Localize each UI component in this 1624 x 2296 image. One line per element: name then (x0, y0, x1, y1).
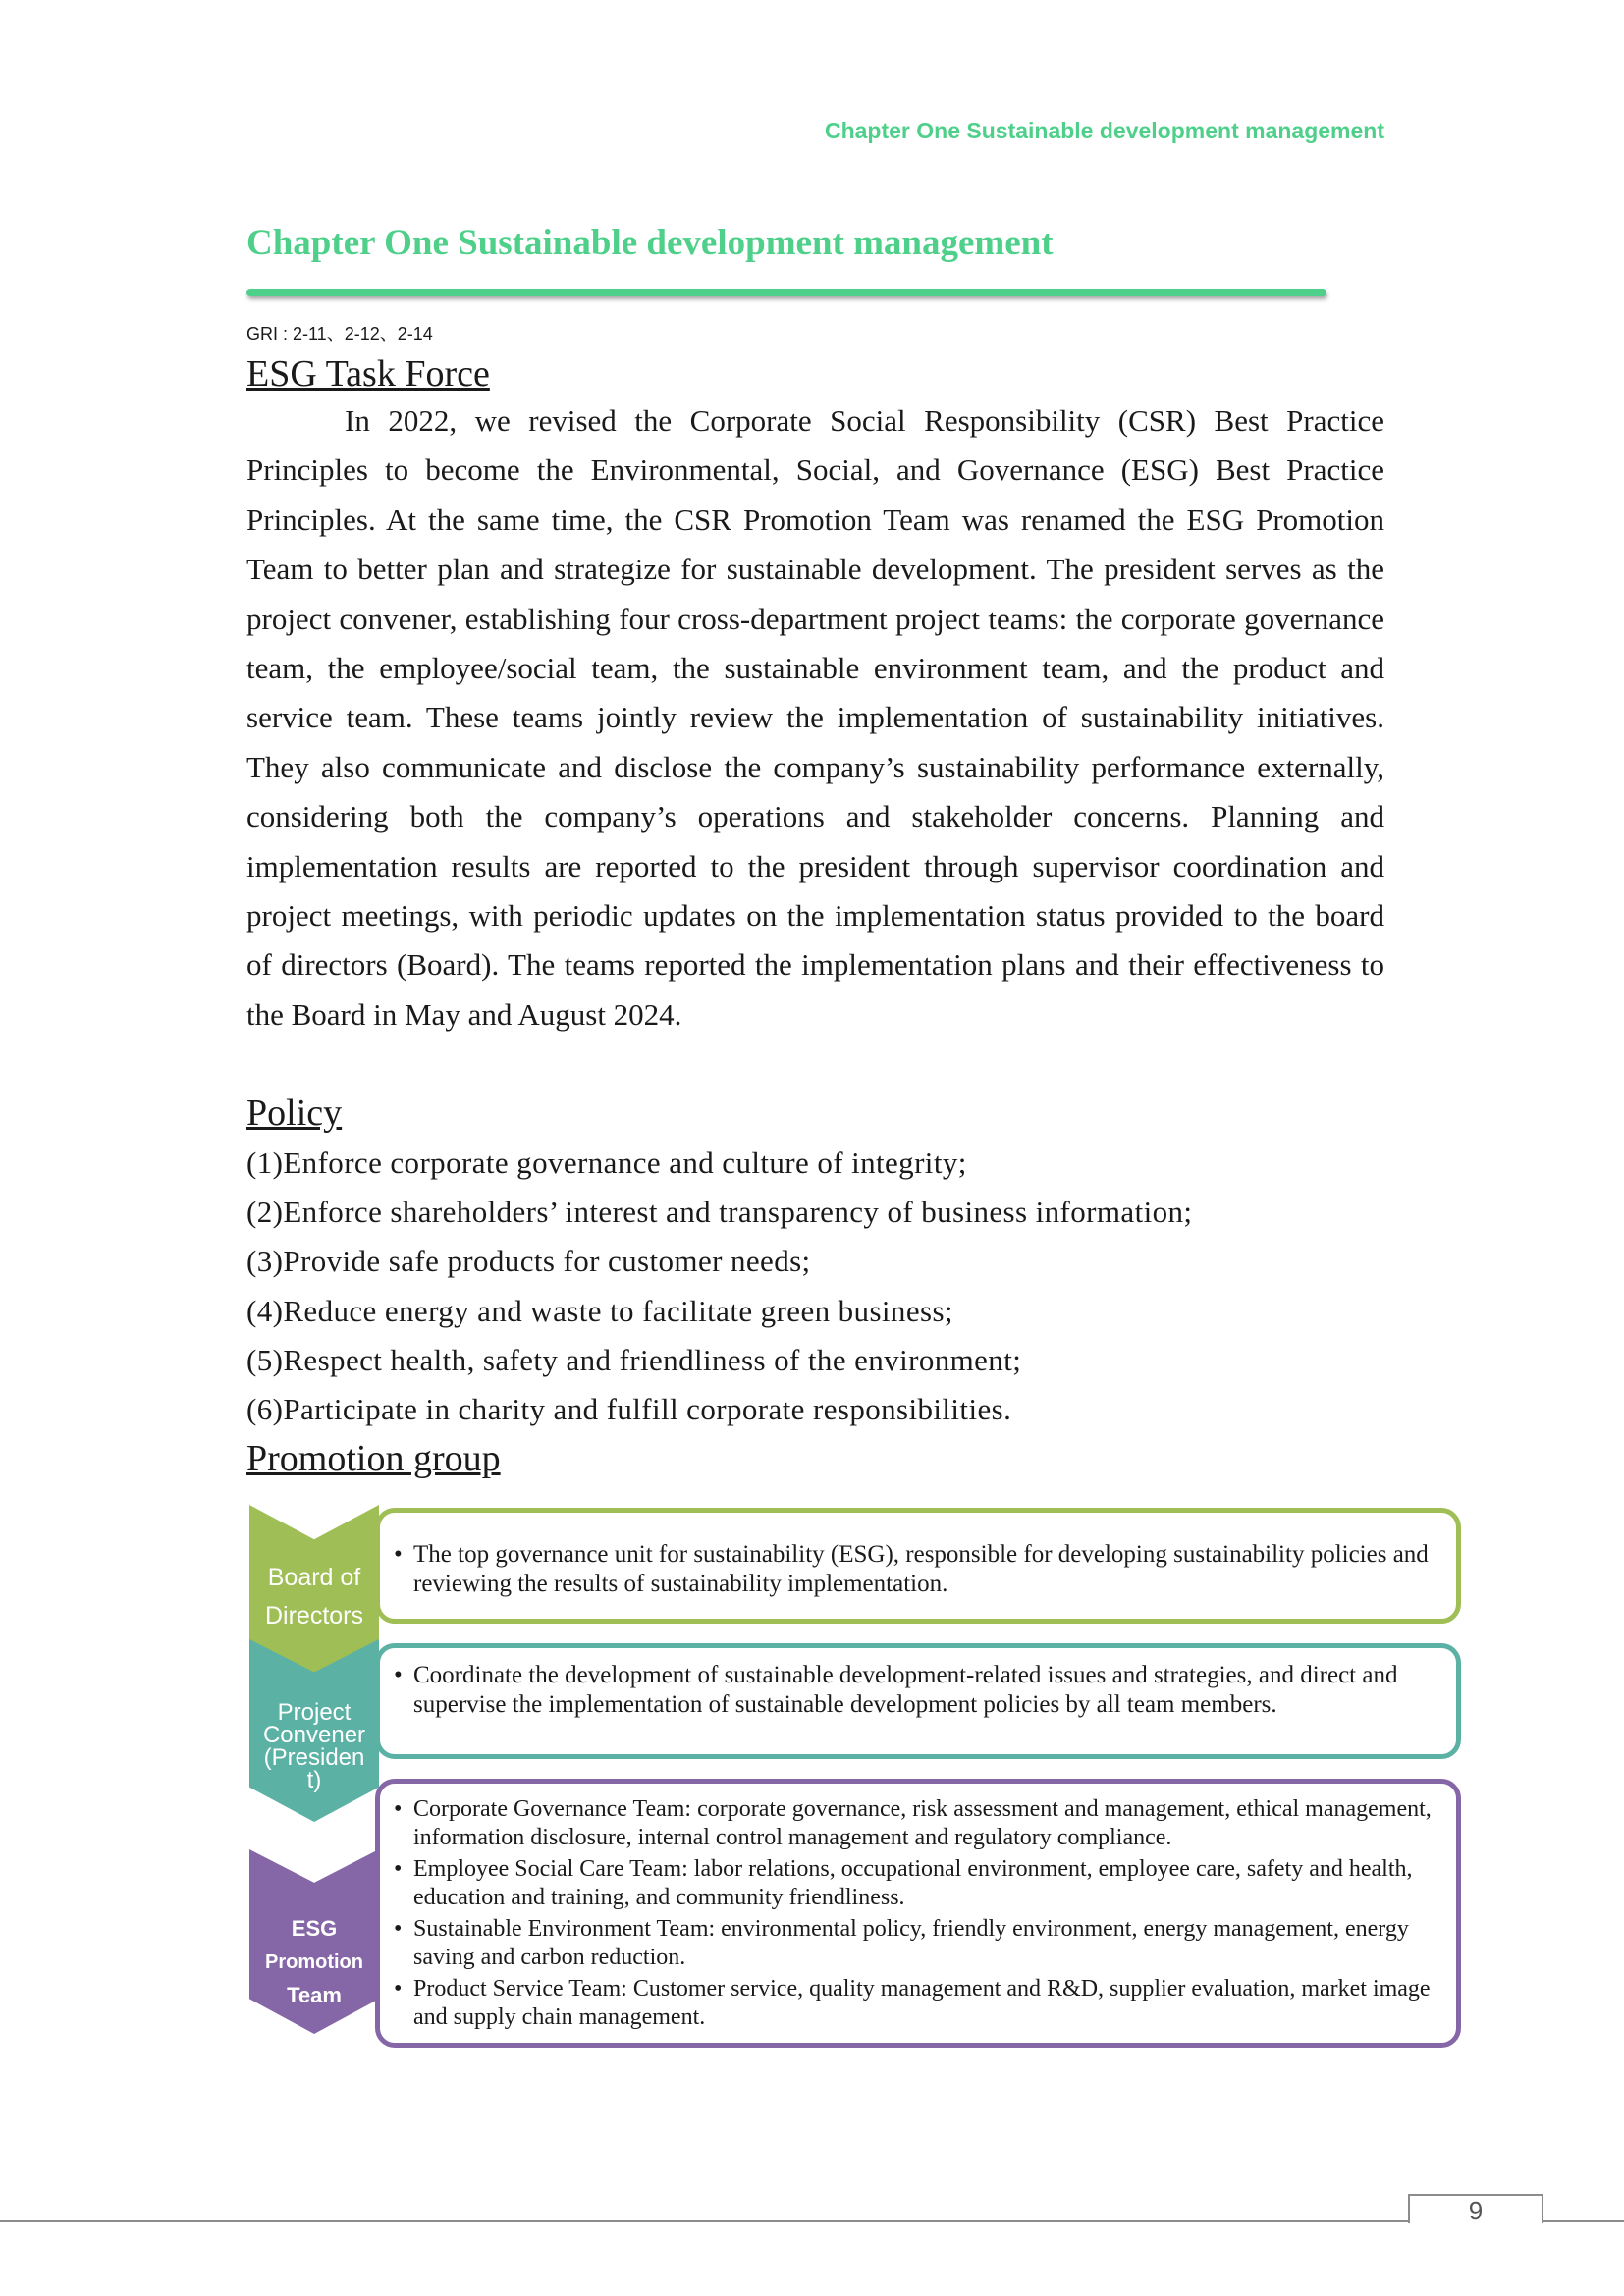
promotion-group-heading: Promotion group (246, 1438, 501, 1479)
policy-item: (4)Reduce energy and waste to facilitate green business; (246, 1293, 953, 1328)
board-item: • The top governance unit for sustainability (ESG), responsible for developing sustainability policies and reviewing the results of sustainability implementation. (394, 1540, 1446, 1599)
esg-task-force-heading: ESG Task Force (246, 353, 490, 395)
promotion-team-item: • Employee Social Care Team: labor relations, occupational environment, employee care, safety and health, education and training, and community friendliness. (394, 1855, 1446, 1911)
board-of-directors-label: Board of Directors (264, 1564, 363, 1629)
convener-item: • Coordinate the development of sustainable development-related issues and strategies, and direct and supervise the implementation of sustainable development policies by all team members. (394, 1661, 1446, 1720)
promotion-team-item: • Sustainable Environment Team: environmental policy, friendly environment, energy management, energy saving and carbon reduction. (394, 1915, 1446, 1971)
policy-list (246, 1139, 1192, 1434)
esg-promotion-team-label: ESG Promotion Team (265, 1916, 363, 2007)
esg-promotion-team-box (375, 1779, 1461, 2048)
esg-task-force-paragraph: In 2022, we revised the Corporate Social Responsibility (CSR) Best Practice Principles to become the Environmental, Social, and Governance (ESG) Best Practice Principles. At the same time, the CSR Promotion Team was renamed the ESG Promotion Team to better plan and strategize for sustainable development. The president serves as the project convener, establishing four cross-department project teams: the corporate governance team, the employee/social team, the sustainable environment team, and the product and service team. These teams jointly review the implementation of sustainability initiatives. They also communicate and disclose the company’s sustainability performance externally, considering both the company’s operations and stakeholder concerns. Planning and implementation results are reported to the president through supervisor coordination and project meetings, with periodic updates on the implementation status provided to the board of directors (Board). The teams reported the implementation plans and their effectiveness to the Board in May and August 2024. (246, 403, 1384, 1032)
project-convener-label: Project Convener (Presiden t) (262, 1699, 366, 1793)
policy-heading: Policy (246, 1093, 343, 1134)
policy-item: (6)Participate in charity and fulfill corporate responsibilities. (246, 1392, 1012, 1427)
promotion-team-item: • Product Service Team: Customer service, quality management and R&D, supplier evaluation, market image and supply chain management. (394, 1975, 1446, 2031)
policy-item: (2)Enforce shareholders’ interest and transparency of business information; (246, 1195, 1193, 1230)
chapter-title: Chapter One Sustainable development management (246, 223, 1054, 263)
esg-task-force-body (246, 397, 1384, 1040)
footer-line-right (1540, 2220, 1624, 2222)
page-number: 9 (1468, 2196, 1484, 2225)
footer-line-left (0, 2220, 1410, 2222)
policy-item: (5)Respect health, safety and friendliness of the environment; (246, 1342, 1022, 1377)
promotion-team-item: • Corporate Governance Team: corporate governance, risk assessment and management, ethical management, information disclosure, internal control management and regulatory compliance. (394, 1795, 1446, 1851)
policy-item: (3)Provide safe products for customer needs; (246, 1244, 811, 1279)
running-header: Chapter One Sustainable development management (824, 118, 1384, 143)
chapter-title-underline (246, 289, 1326, 296)
gri-reference: GRI : 2-11、2-12、2-14 (246, 324, 433, 344)
policy-item: (1)Enforce corporate governance and culture of integrity; (246, 1146, 967, 1180)
board-of-directors-box (375, 1508, 1461, 1624)
project-convener-box (375, 1643, 1461, 1759)
